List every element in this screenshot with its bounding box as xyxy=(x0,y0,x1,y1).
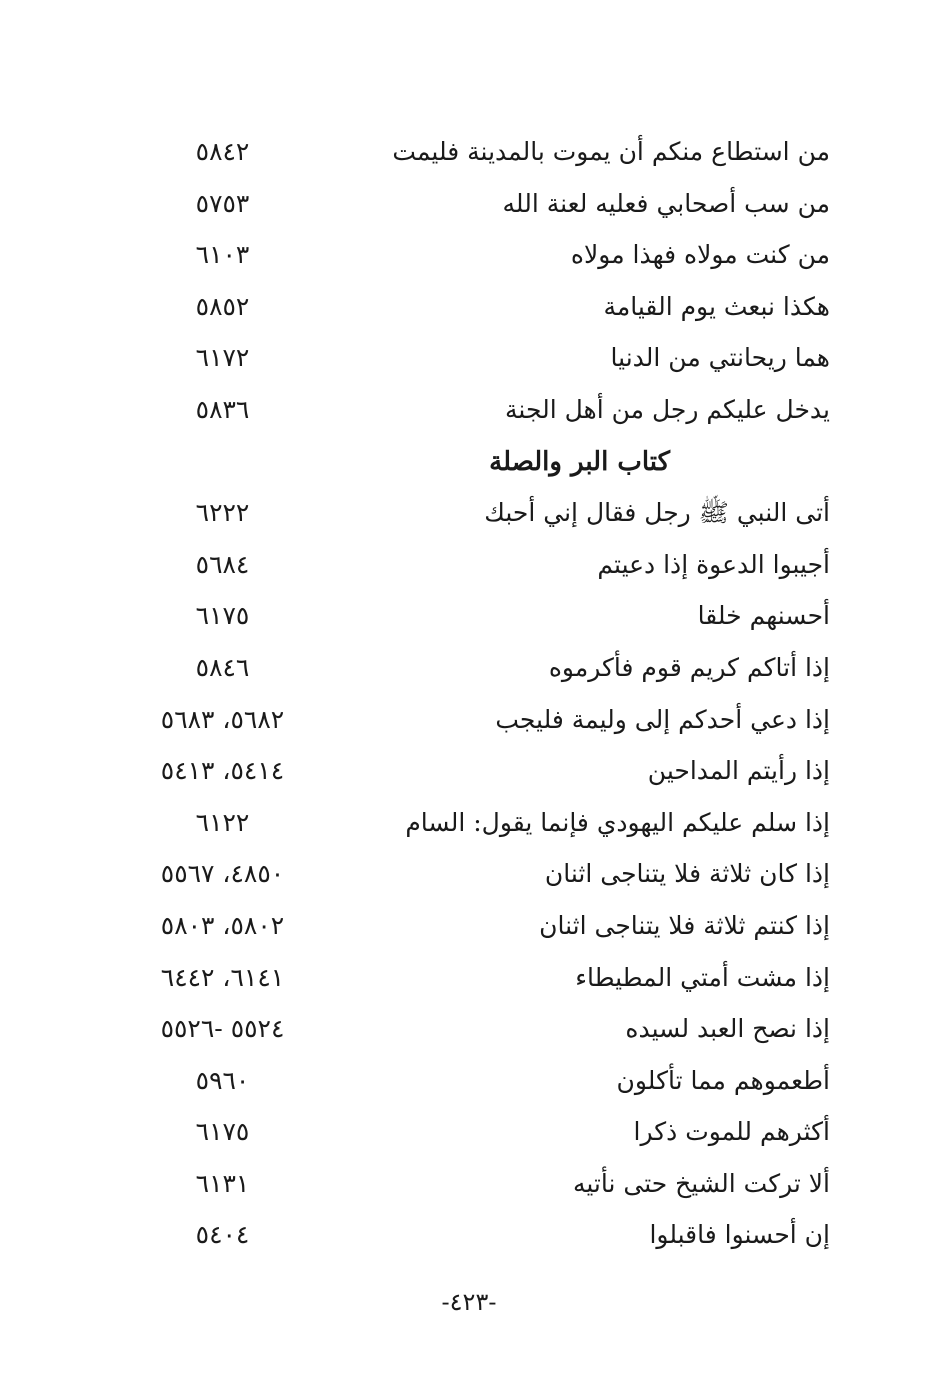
hadith-incipit: من سب أصحابي فعليه لعنة الله xyxy=(502,188,830,218)
index-entry xyxy=(0,231,938,283)
hadith-index-list xyxy=(0,128,938,1263)
index-entry xyxy=(0,1057,938,1109)
hadith-incipit: أكثرهم للموت ذكرا xyxy=(633,1117,830,1147)
hadith-incipit: إذا نصح العبد لسيده xyxy=(625,1014,830,1044)
index-entry xyxy=(0,283,938,335)
hadith-incipit: أحسنهم خلقا xyxy=(697,601,830,631)
index-entry xyxy=(0,180,938,232)
hadith-incipit: إذا كان ثلاثة فلا يتناجى اثنان xyxy=(544,859,830,889)
hadith-number: ٥٨٤٢ xyxy=(195,137,250,166)
hadith-number: ٥٩٦٠ xyxy=(195,1065,250,1095)
hadith-number: ٥٤٠٤ xyxy=(195,1220,250,1250)
hadith-number: ٦١٢٢ xyxy=(195,807,250,837)
index-entry xyxy=(0,541,938,593)
index-entry xyxy=(0,489,938,541)
hadith-incipit: إذا رأيتم المداحين xyxy=(647,756,830,786)
hadith-number: ٦١٧٥ xyxy=(195,601,250,631)
index-entry xyxy=(0,128,938,180)
hadith-number: ٥٥٢٤ -٥٥٢٦ xyxy=(160,1014,285,1044)
index-entry xyxy=(0,592,938,644)
index-entry xyxy=(0,1160,938,1212)
hadith-incipit: إذا كنتم ثلاثة فلا يتناجى اثنان xyxy=(539,910,830,940)
index-entry xyxy=(0,1108,938,1160)
section-heading-text: كتاب البر والصلة xyxy=(489,446,670,477)
hadith-incipit: ألا تركت الشيخ حتى نأتيه xyxy=(572,1168,830,1198)
hadith-incipit: إن أحسنوا فاقبلوا xyxy=(649,1220,830,1250)
section-heading xyxy=(0,438,938,490)
hadith-incipit: أجيبوا الدعوة إذا دعيتم xyxy=(597,549,830,579)
index-entry xyxy=(0,850,938,902)
index-entry xyxy=(0,954,938,1006)
hadith-number: ٦١٠٣ xyxy=(195,240,250,270)
hadith-number: ٦٢٢٢ xyxy=(195,498,250,528)
hadith-number: ٥٨٤٦ xyxy=(195,652,250,682)
hadith-incipit: إذا دعي أحدكم إلى وليمة فليجب xyxy=(495,704,830,734)
hadith-number: ٦١٤١، ٦٤٤٢ xyxy=(160,962,285,992)
hadith-number: ٤٨٥٠، ٥٥٦٧ xyxy=(160,859,285,889)
hadith-number: ٥٧٥٣ xyxy=(195,188,250,218)
hadith-incipit: هما ريحانتي من الدنيا xyxy=(610,343,830,373)
index-entry xyxy=(0,386,938,438)
hadith-number: ٥٨٣٦ xyxy=(195,394,250,424)
index-entry xyxy=(0,696,938,748)
page-number: -٤٢٣- xyxy=(441,1288,497,1316)
hadith-incipit: يدخل عليكم رجل من أهل الجنة xyxy=(505,394,830,424)
hadith-incipit: أتى النبي ﷺ رجل فقال إني أحبك xyxy=(484,498,830,528)
hadith-number: ٦١٣١ xyxy=(195,1168,250,1198)
index-entry xyxy=(0,902,938,954)
index-entry xyxy=(0,644,938,696)
hadith-incipit: إذا أتاكم كريم قوم فأكرموه xyxy=(548,652,830,682)
hadith-number: ٦١٧٢ xyxy=(195,343,250,373)
hadith-incipit: إذا مشت أمتي المطيطاء xyxy=(575,962,830,992)
hadith-number: ٥٨٥٢ xyxy=(195,291,250,321)
hadith-number: ٥٨٠٢، ٥٨٠٣ xyxy=(160,910,285,940)
hadith-number: ٥٤١٤، ٥٤١٣ xyxy=(160,756,285,786)
index-entry xyxy=(0,1211,938,1263)
index-entry xyxy=(0,334,938,386)
index-entry xyxy=(0,747,938,799)
hadith-number: ٥٦٨٤ xyxy=(195,549,250,579)
index-entry xyxy=(0,1005,938,1057)
hadith-incipit: أطعموهم مما تأكلون xyxy=(616,1065,830,1095)
hadith-incipit: هكذا نبعث يوم القيامة xyxy=(603,291,830,321)
index-entry xyxy=(0,799,938,851)
hadith-incipit: من استطاع منكم أن يموت بالمدينة فليمت xyxy=(392,137,830,166)
hadith-number: ٥٦٨٢، ٥٦٨٣ xyxy=(160,704,285,734)
hadith-incipit: إذا سلم عليكم اليهودي فإنما يقول: السام xyxy=(405,807,830,837)
hadith-number: ٦١٧٥ xyxy=(195,1117,250,1147)
hadith-incipit: من كنت مولاه فهذا مولاه xyxy=(570,240,830,270)
